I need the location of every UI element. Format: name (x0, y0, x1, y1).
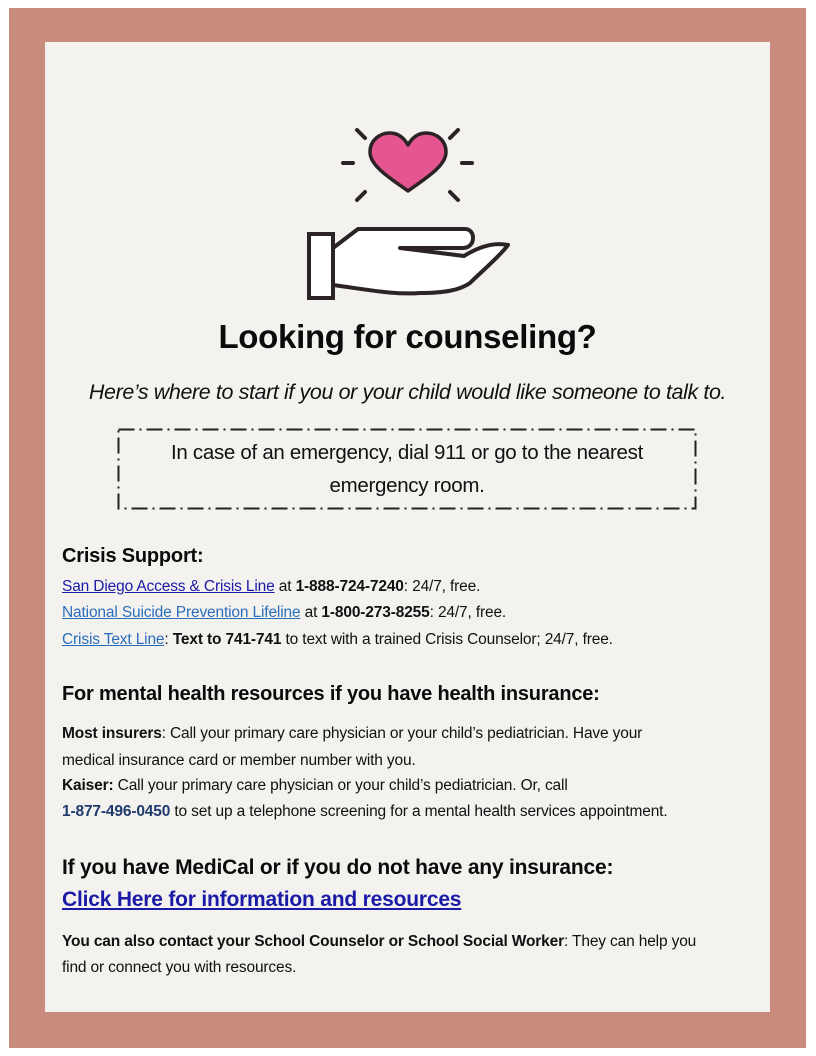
suicide-prevention-lifeline-link[interactable]: National Suicide Prevention Lifeline (62, 604, 301, 621)
click-here-resources-link[interactable]: Click Here for information and resources (62, 888, 462, 911)
text: at (300, 604, 322, 621)
text: : They can help you (564, 933, 697, 950)
crisis-support-heading: Crisis Support: (62, 545, 204, 567)
counselor-line (62, 933, 696, 951)
most-insurers-label: Most insurers (62, 725, 162, 742)
phone-number: 1-800-273-8255 (321, 604, 430, 621)
kaiser-label: Kaiser: (62, 777, 114, 794)
kaiser-phone: 1-877-496-0450 (62, 803, 171, 820)
phone-number: 1-888-724-7240 (295, 578, 404, 595)
text: at (274, 578, 296, 595)
emergency-line-2: emergency room. (329, 474, 485, 497)
text: to set up a telephone screening for a mental health services appointment. (170, 803, 668, 820)
page-title: Looking for counseling? (218, 318, 597, 355)
crisis-item (62, 604, 506, 622)
san-diego-crisis-line-link[interactable]: San Diego Access & Crisis Line (62, 578, 275, 595)
most-insurers-line-2: medical insurance card or member number with you. (62, 752, 416, 769)
medical-heading: If you have MediCal or if you do not have any insurance: (62, 856, 614, 879)
text: Call your primary care physician or your child’s pediatrician. Or, call (113, 777, 568, 794)
page-subtitle: Here’s where to start if you or your child would like someone to talk to. (88, 380, 727, 404)
insurance-heading: For mental health resources if you have health insurance: (62, 683, 600, 705)
emergency-notice-box (117, 428, 697, 510)
emergency-text (127, 436, 687, 502)
text: to text with a trained Crisis Counselor; 24/7, free. (281, 631, 613, 648)
most-insurers-line (62, 725, 642, 743)
kaiser-line (62, 777, 568, 795)
crisis-item (62, 578, 480, 596)
crisis-text-line-link[interactable]: Crisis Text Line (62, 631, 165, 648)
counselor-line-2: find or connect you with resources. (62, 959, 297, 976)
text-number: Text to 741-741 (172, 631, 282, 648)
text: : 24/7, free. (429, 604, 507, 621)
hand-holding-heart-icon (300, 118, 520, 308)
text: : Call your primary care physician or your child’s pediatrician. Have your (161, 725, 643, 742)
text: : (164, 631, 173, 648)
counselor-label: You can also contact your School Counselor or School Social Worker (62, 933, 564, 950)
emergency-line-1: In case of an emergency, dial 911 or go to the nearest (171, 441, 643, 464)
kaiser-line-2 (62, 803, 668, 821)
text: : 24/7, free. (403, 578, 481, 595)
crisis-item (62, 631, 613, 649)
